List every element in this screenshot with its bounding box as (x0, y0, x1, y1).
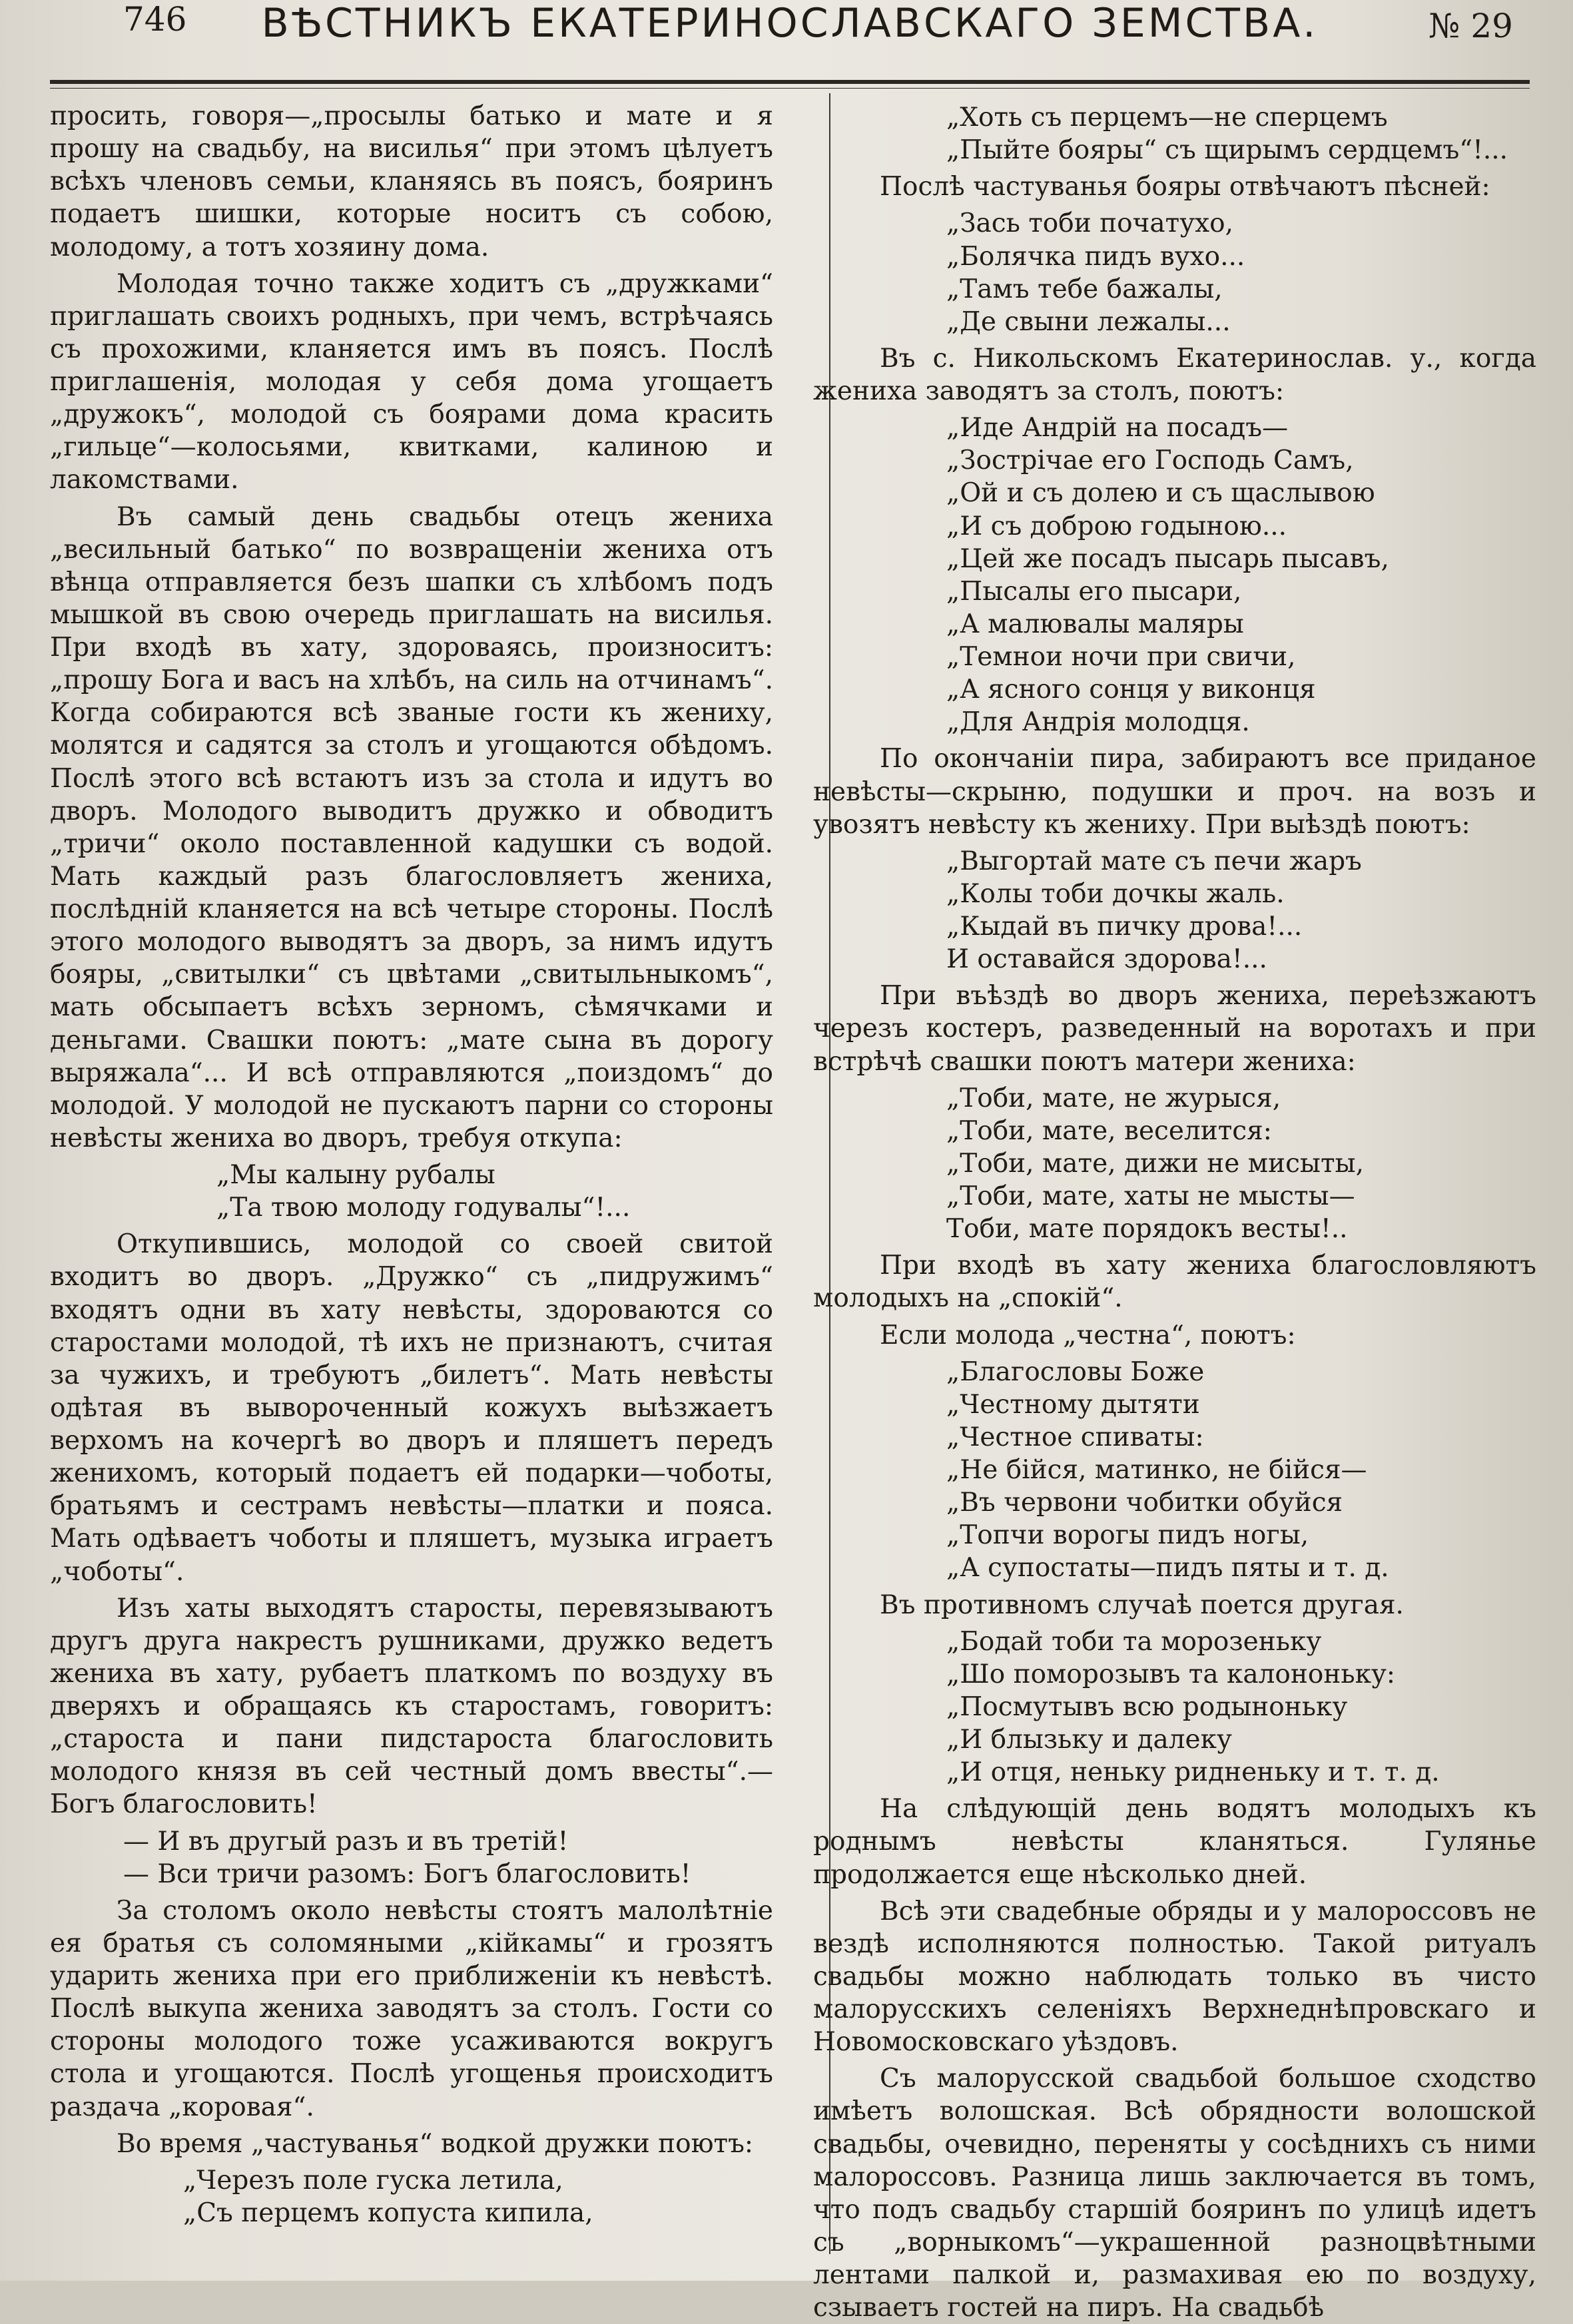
paragraph: просить, говоря—„просылы батько и мате и я прошу на свадьбу, на висилья“ при этомъ цѣлуетъ всѣхъ членовъ семьи, кланяясь въ поясъ, бояринъ подаетъ шишки, которые носитъ съ собою, молодому, а тотъ хозяину дома. (50, 101, 773, 262)
verse-line: „Де свыни лежалы... (946, 306, 1231, 337)
verse-line: „Честное спиваты: (946, 1422, 1204, 1452)
paragraph: Въ самый день свадьбы отецъ жениха „весильный батько“ по возвращеніи жениха отъ вѣнца отправляется безъ шапки съ хлѣбомъ подъ мышкой въ свою очередь приглашать на висилья. При входѣ въ хату, здороваясь, произноситъ: „прошу Бога и васъ на хлѣбъ, на силь на отчинамъ“. Когда собираются всѣ званые гости къ жениху, молятся и садятся за столъ и угощаются обѣдомъ. Послѣ этого всѣ встаютъ изъ за стола и идутъ во дворъ. Молодого выводитъ дружко и обводитъ „тричи“ около поставленной кадушки съ водой. Мать каждый разъ благословляетъ жениха, послѣдній кланяется на всѣ четыре стороны. Послѣ этого молодого выводятъ за дворъ, за нимъ идутъ бояры, „свитылки“ съ цвѣтами „свитыльныкомъ“, мать обсыпаетъ всѣхъ зерномъ, сѣмячками и деньгами. Свашки поютъ: „мате сына въ дорогу выряжала“... И всѣ отправляются „поиздомъ“ до молодой. У молодой не пускаютъ парни со стороны невѣсты жениха во дворъ, требуя откупа: (50, 501, 773, 1153)
verse-line: „Тоби, мате, веселится: (946, 1115, 1272, 1146)
verse-line: „Болячка пидъ вухо... (946, 241, 1245, 272)
verse-line: „Темнои ночи при свичи, (946, 642, 1296, 672)
verse-line: „А малювалы маляры (946, 609, 1244, 639)
paragraph: При входѣ въ хату жениха благословляютъ молодыхъ на „спокій“. (813, 1251, 1536, 1314)
paragraph: Изъ хаты выходятъ старосты, перевязываютъ другъ друга накрестъ рушниками, дружко ведетъ жениха въ хату, рубаетъ платкомъ по воздуху въ дверяхъ и обращаясь къ старостамъ, говоритъ: „староста и пани пидстароста благословить молодого князя въ сей честный домъ ввесты“.—Богъ благословить! (50, 1593, 773, 1820)
verse-line: „Кыдай въ пичку дрова!... (946, 912, 1303, 942)
verse (813, 101, 1536, 166)
verse-line: „И отця, неньку ридненьку и т. т. д. (946, 1757, 1440, 1788)
verse-line: Тоби, мате порядокъ весты!.. (946, 1214, 1348, 1245)
text-columns (50, 100, 1536, 2323)
verse-line: „А супостаты—пидъ пяты и т. д. (946, 1553, 1389, 1584)
verse-line: „Хоть съ перцемъ—не сперцемъ (946, 103, 1388, 133)
verse-line: „Въ червони чобитки обуйся (946, 1488, 1343, 1518)
verse-line: „Та твою молоду годувалы“!... (216, 1193, 631, 1223)
verse-line: „Пысалы его пысари, (946, 576, 1242, 607)
paragraph: Въ с. Никольскомъ Екатеринослав. у., когда жениха заводятъ за столъ, поютъ: (813, 343, 1536, 406)
paragraph: Въ противномъ случаѣ поется другая. (880, 1590, 1404, 1620)
verse-line: „Тоби, мате, не журыся, (946, 1083, 1281, 1113)
verse (50, 1159, 773, 1224)
verse-line: „Цей же посадъ пысарь пысавъ, (946, 543, 1389, 574)
header-rule (50, 80, 1530, 84)
issue-number: № 29 (1428, 7, 1513, 45)
paragraph: По окончаніи пира, забираютъ все приданое невѣсты—скрыню, подушки и проч. на возъ и увозятъ невѣсту къ жениху. При выѣздѣ поютъ: (813, 744, 1536, 840)
verse-line: „Не бійся, матинко, не бійся— (946, 1455, 1367, 1485)
verse-line: „Пыйте бояры“ съ щирымъ сердцемъ“!... (946, 135, 1508, 166)
verse (813, 412, 1536, 738)
paragraph: Съ малорусской свадьбой большое сходство имѣетъ волошская. Всѣ обрядности волошской свадьбы, очевидно, переняты у сосѣднихъ съ ними малороссовъ. Разница лишь заключается въ томъ, что подъ свадьбу старшій бояринъ по улицѣ идетъ съ „ворныкомъ“—украшенной разноцвѣтными лентами палкой и, размахивая ею по воздуху, сзываетъ гостей на пиръ. На свадьбѣ (813, 2064, 1536, 2323)
verse-line: И оставайся здорова!... (946, 944, 1267, 975)
verse-line: „Топчи ворогы пидъ ногы, (946, 1520, 1309, 1551)
paragraph: Если молода „честна“, поютъ: (880, 1320, 1296, 1350)
verse-line: „Ой и съ долею и съ щаслывою (946, 478, 1375, 509)
verse-line: „Мы калыну рубалы (216, 1160, 495, 1190)
verse-line: „Зась тоби початухо, (946, 208, 1234, 239)
left-column (50, 100, 773, 2267)
verse-line: „Благословы Боже (946, 1356, 1205, 1387)
verse-line: „Для Андрія молодця. (946, 707, 1250, 738)
verse-line: „Черезъ поле гуска летила, (183, 2165, 563, 2195)
paragraph: За столомъ около невѣсты стоятъ малолѣтніе ея братья съ соломяными „кійкамы“ и грозятъ ударить жениха при его приближеніи къ невѣстѣ. Послѣ выкупа жениха заводятъ за столъ. Гости со стороны молодого тоже усаживаются вокругъ стола и угощаются. Послѣ угощенья происходитъ раздача „коровая“. (50, 1895, 773, 2122)
verse (813, 207, 1536, 338)
verse-line: „И блызьку и далеку (946, 1725, 1232, 1755)
verse-line: „Колы тоби дочкы жаль. (946, 878, 1285, 909)
paragraph: Молодая точно также ходитъ съ „дружками“ приглашать своихъ родныхъ, при чемъ, встрѣчаясь съ прохожими, кланяется имъ въ поясъ. Послѣ приглашенія, молодая у себя дома угощаетъ „дружокъ“, молодой съ боярами дома красить „гильце“—колосьями, квитками, калиною и лакомствами. (50, 268, 773, 495)
paragraph: При въѣздѣ во дворъ жениха, переѣзжаютъ черезъ костеръ, разведенный на воротахъ и при встрѣчѣ свашки поютъ матери жениха: (813, 981, 1536, 1077)
dialogue (50, 1825, 773, 1890)
verse-line: „И съ доброю годыною... (946, 511, 1287, 541)
verse-line: „Иде Андрій на посадъ— (946, 413, 1289, 443)
verse-line: „А ясного сонця у виконця (946, 675, 1316, 705)
verse-line: „Тоби, мате, хаты не мысты— (946, 1181, 1355, 1211)
journal-title: ВѢСТНИКЪ ЕКАТЕРИНОСЛАВСКАГО ЗЕМСТВА. (261, 0, 1319, 47)
page-header (40, 0, 1540, 80)
verse-line: „Выгортай мате съ печи жаръ (946, 846, 1362, 876)
verse-line: „Тоби, мате, дижи не мисыты, (946, 1148, 1364, 1179)
verse (813, 1082, 1536, 1246)
paragraph: Всѣ эти свадебные обряды и у малороссовъ не вездѣ исполняются полностью. Такой ритуалъ свадьбы можно наблюдать только въ чисто малорусскихъ селеніяхъ Верхнеднѣпровскаго и Новомосковскаго уѣздовъ. (813, 1896, 1536, 2058)
dialogue-line: — Вси тричи разомъ: Богъ благословить! (123, 1859, 691, 1889)
verse-line: „Честному дытяти (946, 1389, 1200, 1420)
verse-line: „Посмутывъ всю родыноньку (946, 1691, 1348, 1722)
verse (813, 1625, 1536, 1789)
paragraph: Откупившись, молодой со своей свитой входитъ во дворъ. „Дружко“ съ „пидружимъ“ входятъ одни въ хату невѣсты, здороваются со старостами молодой, тѣ ихъ не признаютъ, считая за чужихъ, и требуютъ „билетъ“. Мать невѣсты одѣтая въ вывороченный кожухъ выѣзжаетъ верхомъ на кочергѣ во дворъ и пляшетъ передъ женихомъ, который подаетъ ей подарки—чоботы, братьямъ и сестрамъ невѣсты—платки и пояса. Мать одѣваетъ чоботы и пляшетъ, музыка играетъ „чоботы“. (50, 1229, 773, 1587)
verse-line: „Бодай тоби та морозеньку (946, 1626, 1322, 1657)
page-number: 746 (123, 0, 187, 39)
verse (813, 845, 1536, 976)
dialogue-line: — И въ другый разъ и въ третій! (123, 1826, 569, 1857)
verse-line: „Тамъ тебе бажалы, (946, 274, 1223, 304)
verse-line: „Съ перцемъ копуста кипила, (183, 2197, 593, 2228)
verse-line: „Шо поморозывъ та калононьку: (946, 1659, 1396, 1689)
right-column (813, 100, 1536, 2323)
paragraph: На слѣдующій день водятъ молодыхъ къ роднымъ невѣсты кланяться. Гулянье продолжается еще нѣсколько дней. (813, 1794, 1536, 1890)
verse (50, 2164, 773, 2229)
paragraph: Послѣ частуванья бояры отвѣчаютъ пѣсней: (880, 172, 1490, 202)
paragraph: Во время „частуванья“ водкой дружки поютъ: (117, 2128, 754, 2159)
verse-line: „Зострічае его Господь Самъ, (946, 445, 1354, 476)
verse (813, 1356, 1536, 1585)
